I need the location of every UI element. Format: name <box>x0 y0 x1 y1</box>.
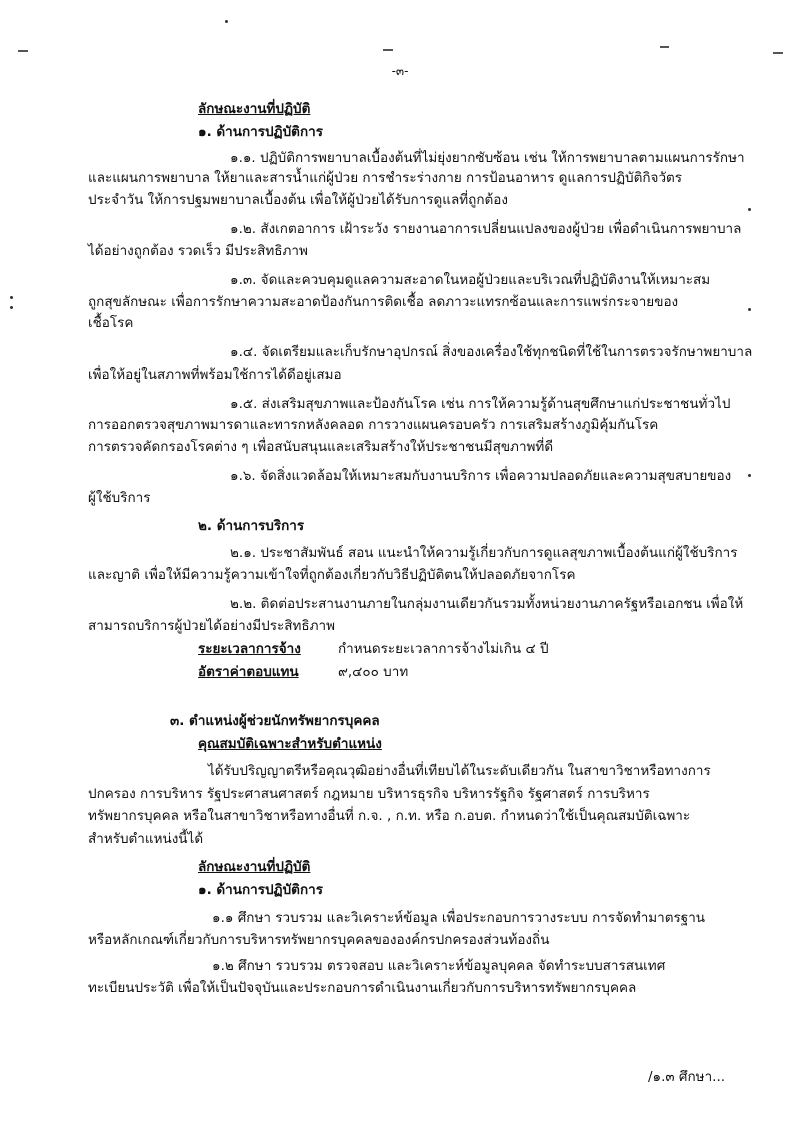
paragraph-line: ๑.๓. จัดและควบคุมดูแลความสะอาดในหอผู้ป่วยและบริเวณที่ปฏิบัติงานให้เหมาะสม <box>230 272 711 288</box>
pay-label: อัตราค่าตอบแทน <box>198 664 299 680</box>
paragraph-line: ๒.๒. ติดต่อประสานงานภายในกลุ่มงานเดียวกันรวมทั้งหน่วยงานภาครัฐหรือเอกชน เพื่อให้ <box>230 596 744 612</box>
scan-mark <box>748 208 751 211</box>
scan-mark <box>748 474 751 477</box>
qualification-heading: คุณสมบัติเฉพาะสำหรับตำแหน่ง <box>198 736 382 752</box>
subsection-heading: ๒. ด้านการบริการ <box>198 518 305 534</box>
paragraph-line: ๑.๒ ศึกษา รวบรวม ตรวจสอบ และวิเคราะห์ข้อมูลบุคคล จัดทำระบบสารสนเทศ <box>212 958 666 974</box>
paragraph-line: เพื่อให้อยู่ในสภาพที่พร้อมใช้การได้ดีอยู่เสมอ <box>88 367 342 383</box>
paragraph-line: การออกตรวจสุขภาพมารดาและทารกหลังคลอด การวางแผนครอบครัว การเสริมสร้างภูมิคุ้มกันโรค <box>88 417 659 433</box>
paragraph-line: และแผนการพยาบาล ให้ยาและสารน้ำแก่ผู้ป่วย การชำระร่างกาย การป้อนอาหาร ดูแลการปฏิบัติกิจวัตร <box>88 170 683 186</box>
scan-mark <box>225 20 228 23</box>
scan-mark <box>383 49 393 51</box>
paragraph-line: ได้รับปริญญาตรีหรือคุณวุฒิอย่างอื่นที่เทียบได้ในระดับเดียวกัน ในสาขาวิชาหรือทางการ <box>208 763 711 779</box>
page-number: -๓- <box>391 64 409 78</box>
paragraph-line: ๑.๑. ปฏิบัติการพยาบาลเบื้องต้นที่ไม่ยุ่งยากซับซ้อน เช่น ให้การพยาบาลตามแผนการรักษา <box>230 150 745 166</box>
paragraph-line: การตรวจคัดกรองโรคต่าง ๆ เพื่อสนับสนุนและเสริมสร้างให้ประชาชนมีสุขภาพที่ดี <box>88 439 554 455</box>
paragraph-line: ได้อย่างถูกต้อง รวดเร็ว มีประสิทธิภาพ <box>88 243 308 259</box>
paragraph-line: เชื้อโรค <box>88 315 134 331</box>
subsection-heading: ๑. ด้านการปฏิบัติการ <box>198 882 323 898</box>
paragraph-line: ๑.๑ ศึกษา รวบรวม และวิเคราะห์ข้อมูล เพื่อประกอบการวางระบบ การจัดทำมาตรฐาน <box>212 910 706 926</box>
paragraph-line: ๑.๒. สังเกตอาการ เฝ้าระวัง รายงานอาการเปลี่ยนแปลงของผู้ป่วย เพื่อดำเนินการพยาบาล <box>230 221 742 237</box>
paragraph-line: ถูกสุขลักษณะ เพื่อการรักษาความสะอาดป้องกันการติดเชื้อ ลดภาวะแทรกซ้อนและการแพร่กระจายของ <box>88 294 679 310</box>
paragraph-line: ทะเบียนประวัติ เพื่อให้เป็นปัจจุบันและประกอบการดำเนินงานเกี่ยวกับการบริหารทรัพยากรบุคคล <box>88 980 637 996</box>
pay-value: ๙,๔๐๐ บาท <box>338 664 409 680</box>
paragraph-line: ปกครอง การบริหาร รัฐประศาสนศาสตร์ กฎหมาย บริหารธุรกิจ บริหารรัฐกิจ รัฐศาสตร์ การบริหาร <box>88 786 650 802</box>
continuation-note: /๑.๓ ศึกษา... <box>648 1069 726 1085</box>
subsection-heading: ๑. ด้านการปฏิบัติการ <box>198 124 323 140</box>
paragraph-line: สำหรับตำแหน่งนี้ได้ <box>88 831 204 847</box>
position-title: ๓. ตำแหน่งผู้ช่วยนักทรัพยากรบุคคล <box>170 713 380 729</box>
paragraph-line: ผู้ใช้บริการ <box>88 490 151 506</box>
paragraph-line: ๑.๔. จัดเตรียมและเก็บรักษาอุปกรณ์ สิ่งของเครื่องใช้ทุกชนิดที่ใช้ในการตรวจรักษาพยาบาล <box>230 344 753 360</box>
duration-label: ระยะเวลาการจ้าง <box>198 641 301 657</box>
paragraph-line: ๒.๑. ประชาสัมพันธ์ สอน แนะนำให้ความรู้เกี่ยวกับการดูแลสุขภาพเบื้องต้นแก่ผู้ใช้บริการ <box>230 545 738 561</box>
scan-mark <box>10 296 13 299</box>
paragraph-line: ประจำวัน ให้การปฐมพยาบาลเบื้องต้น เพื่อให้ผู้ป่วยได้รับการดูแลที่ถูกต้อง <box>88 192 508 208</box>
paragraph-line: ๑.๕. ส่งเสริมสุขภาพและป้องกันโรค เช่น การให้ความรู้ด้านสุขศึกษาแก่ประชาชนทั่วไป <box>230 396 731 412</box>
scan-mark <box>748 308 751 311</box>
section-heading: ลักษณะงานที่ปฏิบัติ <box>198 859 311 875</box>
paragraph-line: ทรัพยากรบุคคล หรือในสาขาวิชาหรือทางอื่นที่ ก.จ. , ก.ท. หรือ ก.อบต. กำหนดว่าใช้เป็นคุณสมบัติเฉพาะ <box>88 808 691 824</box>
paragraph-line: หรือหลักเกณฑ์เกี่ยวกับการบริหารทรัพยากรบุคคลขององค์กรปกครองส่วนท้องถิ่น <box>88 932 550 948</box>
scan-mark <box>660 46 669 48</box>
scan-mark <box>18 50 28 52</box>
paragraph-line: สามารถบริการผู้ป่วยได้อย่างมีประสิทธิภาพ <box>88 618 335 634</box>
duration-value: กำหนดระยะเวลาการจ้างไม่เกิน ๔ ปี <box>338 641 549 657</box>
paragraph-line: ๑.๖. จัดสิ่งแวดล้อมให้เหมาะสมกับงานบริการ เพื่อความปลอดภัยและความสุขสบายของ <box>230 468 732 484</box>
scan-mark <box>773 52 783 54</box>
section-heading: ลักษณะงานที่ปฏิบัติ <box>198 101 311 117</box>
paragraph-line: และญาติ เพื่อให้มีความรู้ความเข้าใจที่ถูกต้องเกี่ยวกับวิธีปฏิบัติตนให้ปลอดภัยจากโรค <box>88 567 576 583</box>
scan-mark <box>10 306 13 309</box>
